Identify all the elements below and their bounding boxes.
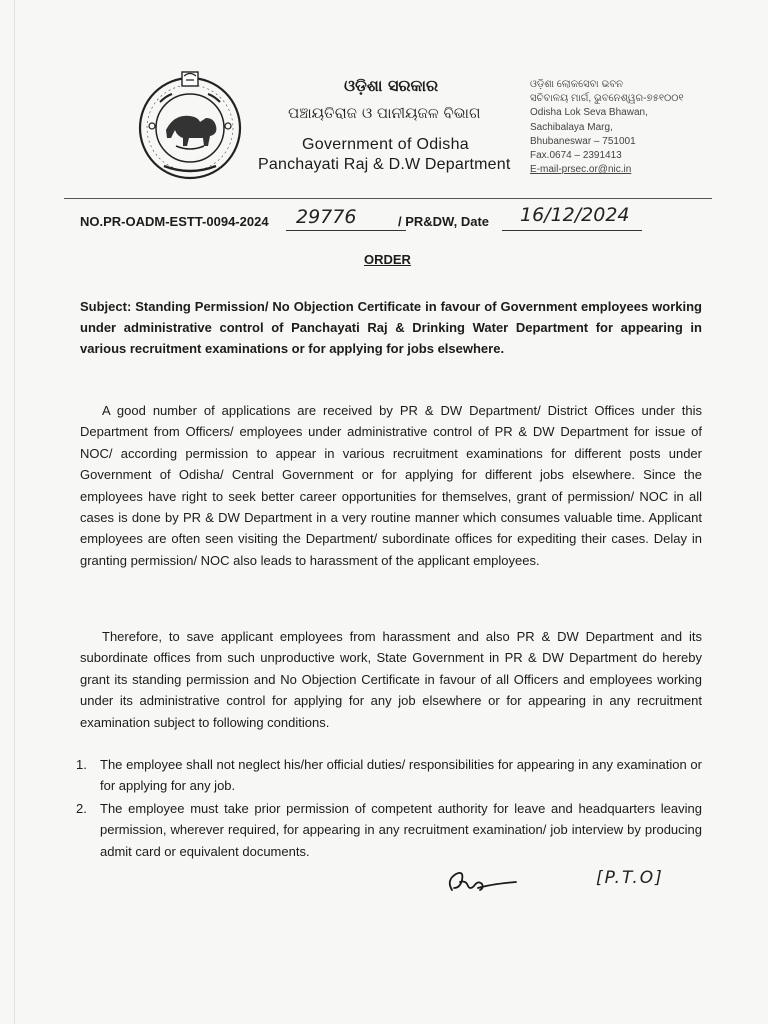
reference-prefix: NO.PR-OADM-ESTT-0094-2024 [80,214,269,229]
odia-government-title: ଓଡ଼ିଶା ସରକାର [344,76,439,95]
handwritten-signature [444,862,520,898]
reference-number-handwritten: 29776 [296,206,357,228]
office-address [530,78,684,177]
odia-department-title: ପଞ୍ଚାୟତିରାଜ ଓ ପାନୀୟଜଳ ବିଭାଗ [288,104,481,122]
body-paragraph-2: Therefore, to save applicant employees from harassment and also PR & DW Department and its subordinate offices from such unproductive work, State Government in PR & DW Department do hereby grant its standing permission and No Objection Certificate in favour of all Officers and employees working under its administrative control for applying for any job elsewhere or for appearing in any recruitment examination subject to following conditions. [80,629,702,730]
fax-number: Fax.0674 – 2391413 [530,150,622,162]
order-heading: ORDER [364,252,411,267]
date-blank [502,230,642,231]
please-turn-over-note: [P.T.O] [596,868,664,888]
address-line-3: Bhubaneswar – 751001 [530,135,636,147]
address-line-1: Odisha Lok Seva Bhawan, [530,107,648,119]
header-divider [64,198,712,199]
government-name: Government of Odisha [302,136,469,153]
date-handwritten: 16/12/2024 [520,204,630,226]
reference-middle: / PR&DW, Date [398,214,490,229]
page-edge [14,0,15,1024]
condition-text-1: The employee shall not neglect his/her official duties/ responsibilities for appearing in any examination or for applying for any job. [100,757,702,794]
reference-number-blank [286,230,406,231]
address-odia-line-2: ସଚିବାଳୟ ମାର୍ଗ, ଭୁବନେଶ୍ୱର-୭୫୧୦୦୧ [530,93,684,105]
address-line-2: Sachibalaya Marg, [530,121,613,133]
condition-item-2 [76,798,702,862]
body-paragraph-1: A good number of applications are received by PR & DW Department/ District Offices under this Department from Officers/ employees under administrative control of PR & DW Department for issue of NOC/ according permission to appear in various recruitment examinations for different posts under Government of Odisha/ Central Government or for applying for different jobs elsewhere. Since the employees have right to seek better career opportunities for themselves, grant of permission/ NOC in all cases is done by PR & DW Department in a very routine manner which consumes valuable time. Applicant employees are often seen visiting the Department/ subordinate offices for expediting their cases. Delay in granting permission/ NOC also leads to harassment of the applicant employees. [80,403,702,568]
odisha-emblem-logo [132,68,248,184]
subject-line: Subject: Standing Permission/ No Objection Certificate in favour of Government employees working under administrative control of Panchayati Raj & Drinking Water Department for appearing in various recruitment examinations or for applying for jobs elsewhere. [80,299,702,356]
condition-number-1: 1. [76,757,87,772]
email-address: E-mail-prsec.or@nic.in [530,164,632,176]
condition-number-2: 2. [76,801,87,816]
condition-item-1 [76,754,702,797]
department-name: Panchayati Raj & D.W Department [258,156,511,173]
condition-text-2: The employee must take prior permission of competent authority for leave and headquarters leaving permission, wherever required, for appearing in any recruitment examination/ job interview by producing admit card or equivalent documents. [100,801,702,859]
address-odia-line-1: ଓଡ଼ିଶା ଲୋକସେବା ଭବନ [530,79,624,90]
